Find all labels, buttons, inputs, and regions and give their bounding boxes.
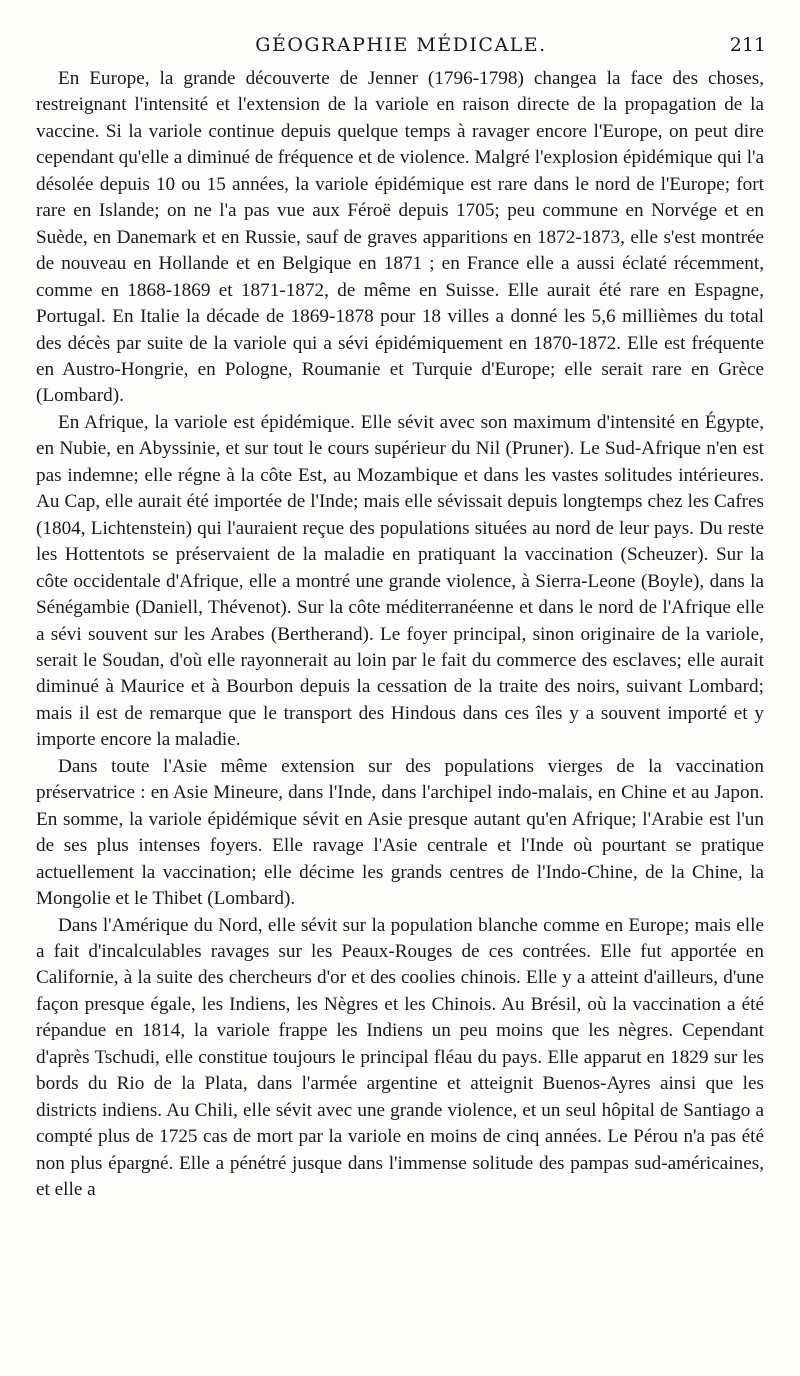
page-number: 211	[729, 34, 766, 56]
paragraph-afrique: En Afrique, la variole est épidémique. Elle sévit avec son maximum d'intensité en Égypte, en Nubie, en Abyssinie, et sur tout le cours supérieur du Nil (Pruner). Le Sud-Afrique n'en est pas indemne; elle régne à la côte Est, au Mozambique et dans les vastes solitudes intérieures. Au Cap, elle aurait été importée de l'Inde; mais elle sévissait depuis longtemps chez les Cafres (1804, Lichtenstein) qui l'auraient reçue des populations situées au nord de leur pays. Du reste les Hottentots se préservaient de la maladie en pratiquant la vaccination (Scheuzer). Sur la côte occidentale d'Afrique, elle a montré une grande violence, à Sierra-Leone (Boyle), dans la Sénégambie (Daniell, Thévenot). Sur la côte méditerranéenne et dans le nord de l'Afrique elle a sévi souvent sur les Arabes (Bertherand). Le foyer principal, sinon originaire de la variole, serait le Soudan, d'où elle rayonnerait au loin par le fait du commerce des esclaves; elle aurait diminué à Maurice et à Bourbon depuis la cessation de la traite des noirs, suivant Lombard; mais il est de remarque que le transport des Hindous dans ces îles y a souvent importé et y importe encore la maladie.	[36, 411, 764, 751]
body-text	[36, 66, 764, 1203]
paragraph-amerique: Dans l'Amérique du Nord, elle sévit sur la population blanche comme en Europe; mais elle a fait d'incalculables ravages sur les Peaux-Rouges de ces contrées. Elle fut apportée en Californie, à la suite des chercheurs d'or et des coolies chinois. Elle y a atteint d'ailleurs, d'une façon presque égale, les Indiens, les Nègres et les Chinois. Au Brésil, où la vaccination a été répandue en 1814, la variole frappe les Indiens un peu moins que les nègres. Cependant d'après Tschudi, elle constitue toujours le principal fléau du pays. Elle apparut en 1829 sur les bords du Rio de la Plata, dans l'armée argentine et atteignit Buenos-Ayres ainsi que les districts indiens. Au Chili, elle sévit avec une grande violence, et un seul hôpital de Santiago a compté plus de 1725 cas de mort par la variole en moins de cinq années. Le Pérou n'a pas été non plus épargné. Elle a pénétré jusque dans l'immense solitude des pampas sud-américaines, et elle a	[36, 914, 764, 1201]
running-title: GÉOGRAPHIE MÉDICALE.	[255, 34, 547, 56]
paragraph-asie: Dans toute l'Asie même extension sur des populations vierges de la vaccination préservatrice : en Asie Mineure, dans l'Inde, dans l'archipel indo-malais, en Chine et au Japon. En somme, la variole épidémique sévit en Asie presque autant qu'en Afrique; l'Arabie est l'un de ses plus intenses foyers. Elle ravage l'Asie centrale et l'Inde où pourtant se pratique actuellement la vaccination; elle décime les grands centres de l'Indo-Chine, de la Chine, la Mongolie et le Thibet (Lombard).	[36, 755, 764, 910]
running-head	[36, 30, 766, 60]
paragraph-europe: En Europe, la grande découverte de Jenner (1796-1798) changea la face des choses, restreignant l'intensité et l'extension de la variole en raison directe de la propagation de la vaccine. Si la variole continue depuis quelque temps à ravager encore l'Europe, on peut dire cependant qu'elle a diminué de fréquence et de violence. Malgré l'explosion épidémique qui l'a désolée depuis 10 ou 15 années, la variole épidémique est rare dans le nord de l'Europe; fort rare en Islande; on ne l'a pas vue aux Féroë depuis 1705; peu commune en Norvége et en Suède, en Danemark et en Russie, sauf de graves apparitions en 1872-1873, elle s'est montrée de nouveau en Hollande et en Belgique en 1871 ; en France elle a aussi éclaté récemment, comme en 1868-1869 et 1871-1872, de même en Suisse. Elle aurait été rare en Espagne, Portugal. En Italie la décade de 1869-1878 pour 18 villes a donné les 5,6 millièmes du total des décès par suite de la variole qui a sévi épidémiquement en 1870-1872. Elle est fréquente en Austro-Hongrie, en Pologne, Roumanie et Turquie d'Europe; elle serait rare en Grèce (Lombard).	[36, 68, 764, 407]
